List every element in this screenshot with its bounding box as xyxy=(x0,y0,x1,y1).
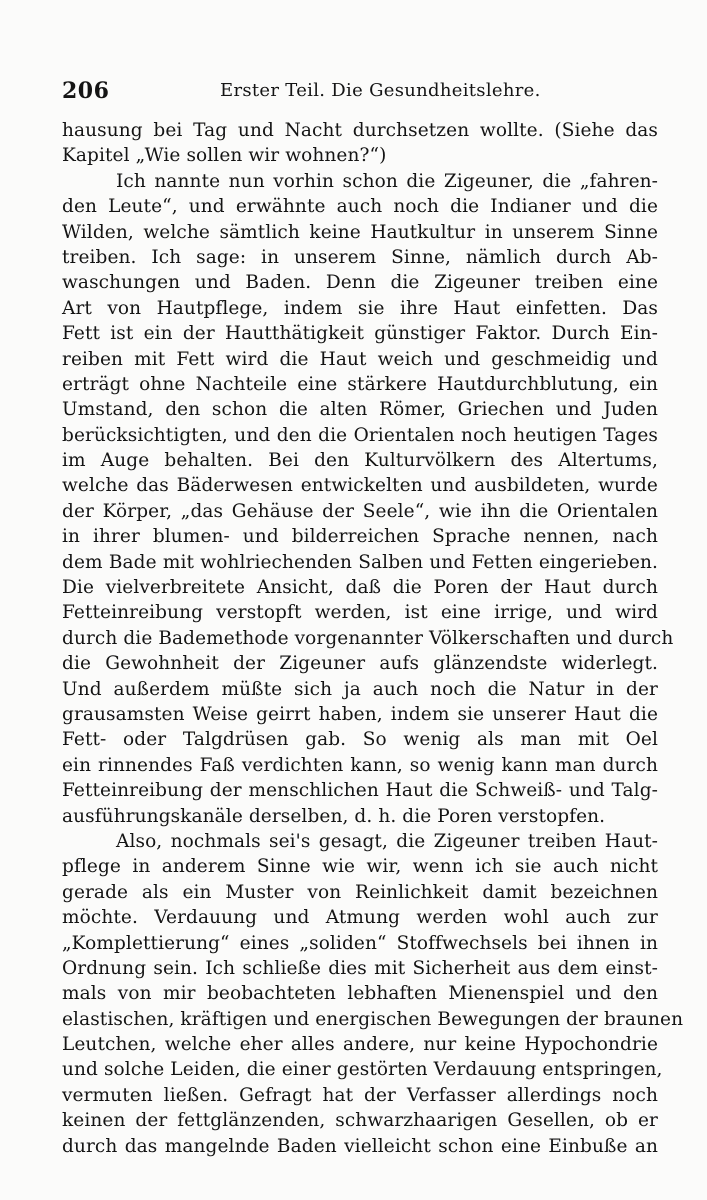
text-line: „Komplettierung“ eines „soliden“ Stoffwechsels bei ihnen in xyxy=(62,932,658,954)
text-line: Leutchen, welche eher alles andere, nur keine Hypochondrie xyxy=(62,1034,658,1056)
text-line: durch das mangelnde Baden vielleicht schon eine Einbuße an xyxy=(62,1135,658,1157)
text-line: welche das Bäderwesen entwickelten und ausbildeten, wurde xyxy=(62,475,658,497)
text-line: Fetteinreibung verstopft werden, ist eine irrige, und wird xyxy=(62,602,658,624)
text-line: Art von Hautpflege, indem sie ihre Haut einfetten. Das xyxy=(62,297,658,319)
text-line: keinen der fettglänzenden, schwarzhaarigen Gesellen, ob er xyxy=(62,1110,658,1132)
text-line: grausamsten Weise geirrt haben, indem sie unserer Haut die xyxy=(62,703,658,725)
text-line: durch die Bademethode vorgenannter Völkerschaften und durch xyxy=(62,627,674,649)
text-line: möchte. Verdauung und Atmung werden wohl auch zur xyxy=(62,907,658,929)
text-line: der Körper, „das Gehäuse der Seele“, wie ihn die Orientalen xyxy=(62,500,658,522)
text-line: im Auge behalten. Bei den Kulturvölkern des Altertums, xyxy=(62,450,658,472)
text-line: ausführungskanäle derselben, d. h. die Poren verstopfen. xyxy=(62,805,606,827)
page-header xyxy=(62,78,622,108)
text-line: ein rinnendes Faß verdichten kann, so wenig kann man durch xyxy=(62,754,658,776)
text-line: erträgt ohne Nachteile eine stärkere Hautdurchblutung, ein xyxy=(62,373,658,395)
text-line: den Leute“, und erwähnte auch noch die Indianer und die xyxy=(62,196,658,218)
text-line: treiben. Ich sage: in unserem Sinne, nämlich durch Ab- xyxy=(62,246,658,268)
text-line: Wilden, welche sämtlich keine Hautkultur in unserem Sinne xyxy=(62,221,658,243)
text-line: elastischen, kräftigen und energischen Bewegungen der braunen xyxy=(62,1008,684,1030)
text-line: in ihrer blumen- und bilderreichen Sprache nennen, nach xyxy=(62,526,658,548)
text-line: mals von mir beobachteten lebhaften Mienenspiel und den xyxy=(62,983,658,1005)
text-line: und solche Leiden, die einer gestörten Verdauung entspringen, xyxy=(62,1059,663,1081)
text-line: Die vielverbreitete Ansicht, daß die Poren der Haut durch xyxy=(62,577,658,599)
text-line: Umstand, den schon die alten Römer, Griechen und Juden xyxy=(62,399,658,421)
text-line: gerade als ein Muster von Reinlichkeit damit bezeichnen xyxy=(62,881,658,903)
page-number: 206 xyxy=(62,78,110,104)
text-line: hausung bei Tag und Nacht durchsetzen wollte. (Siehe das xyxy=(62,120,658,141)
text-line: vermuten ließen. Gefragt hat der Verfasser allerdings noch xyxy=(62,1084,658,1106)
running-head: Erster Teil. Die Gesundheitslehre. xyxy=(220,80,541,101)
text-line: dem Bade mit wohlriechenden Salben und Fetten eingerieben. xyxy=(62,551,658,573)
text-line: Fetteinreibung der menschlichen Haut die Schweiß- und Talg- xyxy=(62,780,658,802)
text-line: reiben mit Fett wird die Haut weich und geschmeidig und xyxy=(62,348,658,370)
text-line: Und außerdem müßte sich ja auch noch die Natur in der xyxy=(62,678,658,700)
text-line: Fett- oder Talgdrüsen gab. So wenig als man mit Oel xyxy=(62,729,658,751)
text-line: pflege in anderem Sinne wie wir, wenn ich sie auch nicht xyxy=(62,856,658,878)
text-line: Kapitel „Wie sollen wir wohnen?“) xyxy=(62,145,387,167)
text-line: die Gewohnheit der Zigeuner aufs glänzendste widerlegt. xyxy=(62,653,658,675)
body-text xyxy=(62,118,684,1159)
text-line: Also, nochmals sei's gesagt, die Zigeuner treiben Haut- xyxy=(116,830,658,852)
text-line: berücksichtigten, und den die Orientalen noch heutigen Tages xyxy=(62,424,658,446)
text-line: Ich nannte nun vorhin schon die Zigeuner, die „fahren- xyxy=(116,170,658,192)
text-line: Fett ist ein der Hautthätigkeit günstiger Faktor. Durch Ein- xyxy=(62,323,658,345)
text-line: Ordnung sein. Ich schließe dies mit Sicherheit aus dem einst- xyxy=(62,957,658,979)
text-line: waschungen und Baden. Denn die Zigeuner treiben eine xyxy=(62,272,658,294)
